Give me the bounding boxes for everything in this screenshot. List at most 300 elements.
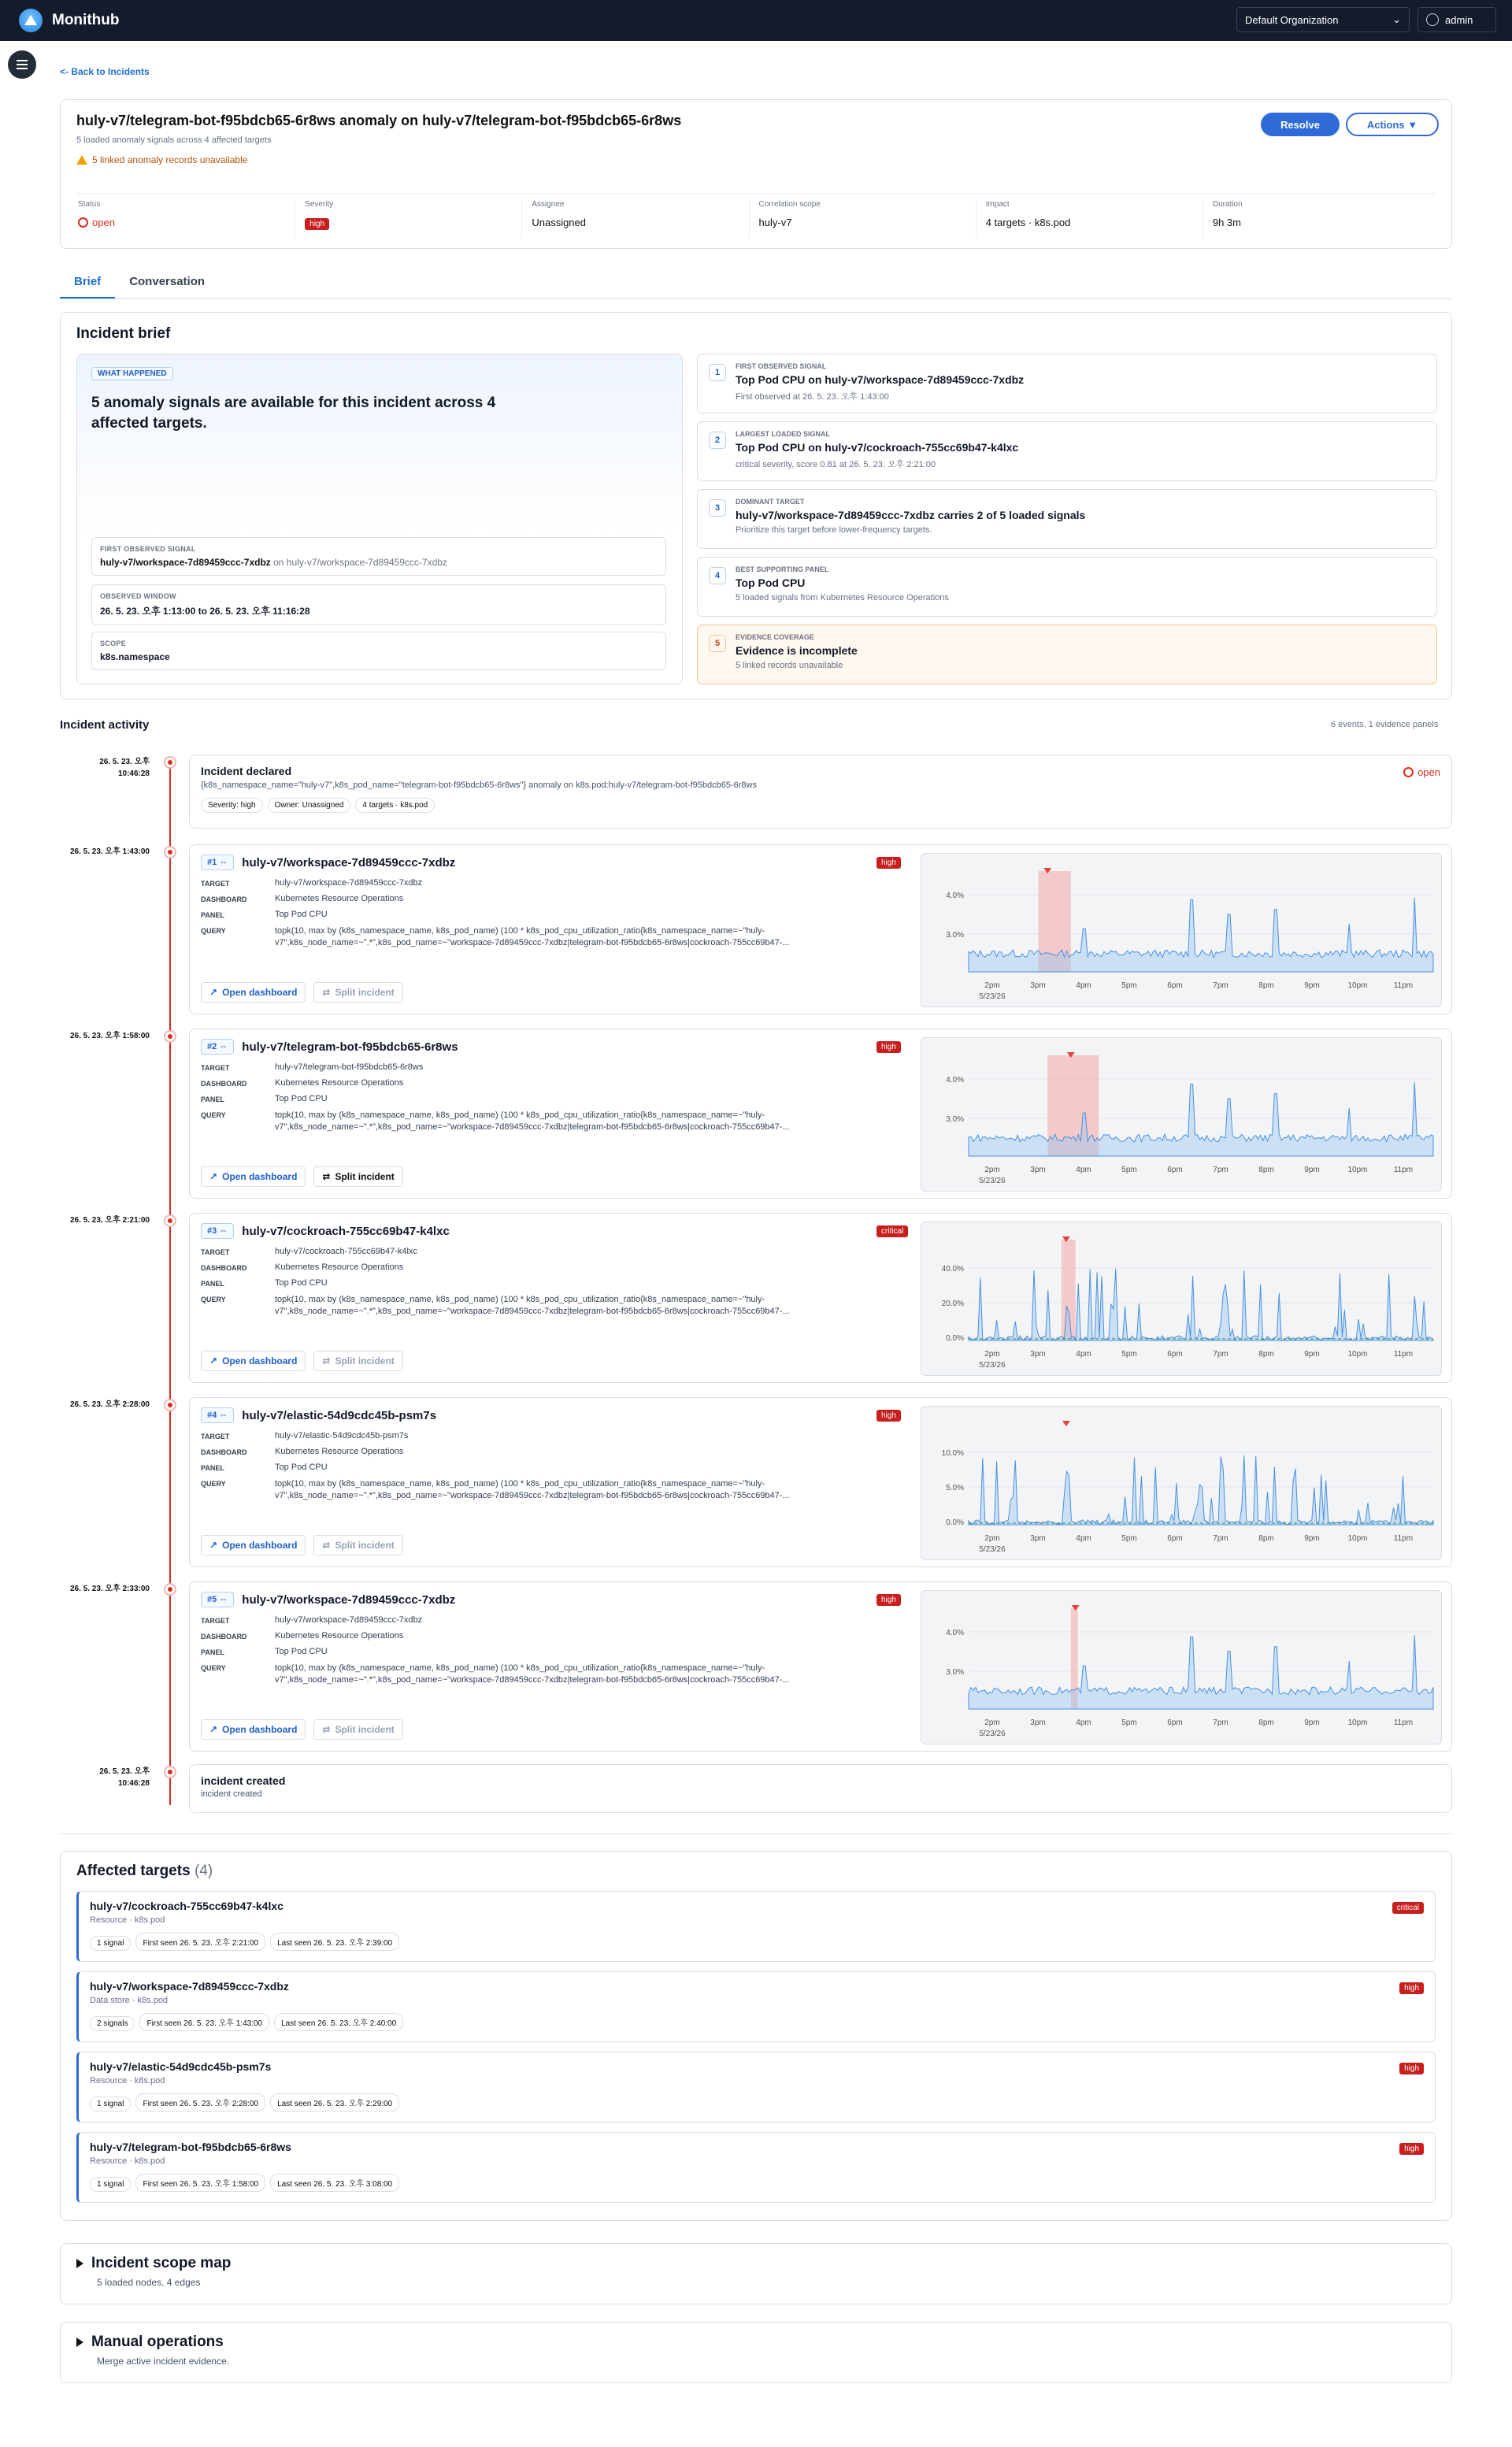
signal-chip[interactable]: #1 ⇔ [201, 855, 234, 870]
x-tick-label: 7pm [1213, 981, 1228, 990]
brief-step: 3 DOMINANT TARGET huly-v7/workspace-7d89459ccc-7xdbz carries 2 of 5 loaded signals Prioritize this target before lower-frequency targets. [697, 489, 1437, 549]
y-tick-label: 0.0% [946, 1334, 964, 1343]
open-dashboard-label: Open dashboard [222, 1171, 298, 1182]
open-dashboard-button[interactable] [201, 1166, 306, 1187]
affected-list [76, 1891, 1436, 2203]
timeline-line [169, 758, 171, 1805]
x-tick-label: 11pm [1393, 1166, 1414, 1174]
target-tag: First seen 26. 5. 23. 오후 2:28:00 [135, 2093, 265, 2111]
open-dashboard-label: Open dashboard [222, 987, 298, 998]
signal-event [189, 1029, 1452, 1199]
incident-declared-event [189, 754, 1452, 829]
expand-caret-icon [76, 2259, 83, 2268]
split-incident-button[interactable] [313, 1719, 402, 1740]
brief-step: 4 BEST SUPPORTING PANEL Top Pod CPU 5 loaded signals from Kubernetes Resource Operations [697, 557, 1437, 617]
timeline-dot [164, 756, 176, 769]
meta-severity: Severity high [303, 200, 522, 238]
external-link-icon: ↗ [209, 1171, 218, 1182]
x-tick-label: 9pm [1304, 981, 1320, 990]
event-timestamp: 26. 5. 23. 오후 1:58:00 [69, 1032, 150, 1040]
x-tick-label: 7pm [1213, 1350, 1228, 1359]
signal-actions [201, 1535, 403, 1555]
event-tag: 4 targets · k8s.pod [355, 798, 435, 813]
meta-assignee: Assignee Unassigned [530, 200, 749, 238]
activity-count: 6 events, 1 evidence panels [1331, 720, 1439, 729]
external-link-icon: ↗ [209, 1724, 218, 1735]
target-tags [90, 2086, 1424, 2111]
x-tick-label: 2pm [984, 981, 1000, 990]
detail-label: TARGET [201, 880, 230, 888]
event-timestamp: 26. 5. 23. 오후 2:21:00 [69, 1216, 150, 1225]
signal-actions [201, 1719, 403, 1740]
target-kind: Resource · k8s.pod [90, 2156, 165, 2166]
event-timestamp: 26. 5. 23. 오후 1:43:00 [69, 847, 150, 856]
x-date-label: 5/23/26 [979, 992, 1006, 1001]
signal-actions [201, 1351, 403, 1371]
x-tick-label: 6pm [1167, 1350, 1183, 1359]
detail-label: PANEL [201, 1096, 224, 1103]
chart-svg [921, 1591, 1443, 1745]
detail-label: PANEL [201, 1464, 224, 1472]
x-tick-label: 4pm [1076, 1534, 1091, 1543]
brief-step: 2 LARGEST LOADED SIGNAL Top Pod CPU on huly-v7/cockroach-755cc69b47-k4lxc critical severity, score 0.81 at 26. 5. 23. 오후 2:21:00 [697, 421, 1437, 481]
detail-label: PANEL [201, 1648, 224, 1656]
severity-badge: high [876, 1594, 901, 1606]
timeline-dot [164, 1583, 176, 1596]
activity-title: Incident activity [60, 718, 150, 732]
event-query: {k8s_namespace_name="huly-v7",k8s_pod_name="telegram-bot-f95bdcb65-6r8ws"} anomaly on k8s.pod:huly-v7/telegram-bot-f95bdcb65-6r8ws [201, 780, 757, 790]
user-menu[interactable] [1418, 7, 1496, 32]
meta-status: Status open [76, 200, 295, 238]
x-tick-label: 11pm [1393, 1718, 1414, 1727]
user-icon [1426, 13, 1439, 26]
x-tick-label: 8pm [1258, 1718, 1274, 1727]
target-kind: Resource · k8s.pod [90, 1915, 165, 1925]
org-name: Default Organization [1245, 13, 1339, 26]
external-link-icon: ↗ [209, 1355, 218, 1366]
target-tags [90, 2166, 1424, 2192]
brief-step: 5 EVIDENCE COVERAGE Evidence is incomplete 5 linked records unavailable [697, 625, 1437, 684]
event-timestamp: 26. 5. 23. 오후 10:46:28 [99, 758, 150, 778]
open-dashboard-label: Open dashboard [222, 1355, 298, 1366]
timeline-dot [164, 1214, 176, 1227]
target-tag: Last seen 26. 5. 23. 오후 2:39:00 [270, 1933, 399, 1951]
severity-badge-wrap [876, 1039, 901, 1053]
x-tick-label: 6pm [1167, 981, 1183, 990]
resolve-button[interactable]: Resolve [1261, 113, 1340, 136]
detail-label: QUERY [201, 1664, 226, 1672]
observed-window-box: OBSERVED WINDOW 26. 5. 23. 오후 1:13:00 to 26. 5. 23. 오후 11:16:28 [91, 584, 666, 625]
detail-value: Kubernetes Resource Operations [275, 1262, 404, 1272]
split-icon: ⇄ [322, 1355, 331, 1366]
signal-chip[interactable]: #2 ⇔ [201, 1039, 234, 1055]
target-item[interactable] [76, 1891, 1436, 1962]
detail-value: Top Pod CPU [275, 1094, 328, 1103]
incident-created-event [189, 1764, 1452, 1813]
actions-button[interactable]: Actions ▼ [1346, 113, 1439, 136]
target-tag: 1 signal [90, 1936, 131, 1951]
severity-badge: critical [876, 1225, 908, 1237]
y-tick-label: 3.0% [946, 931, 964, 940]
severity-badge: high [876, 1410, 901, 1422]
x-tick-label: 2pm [984, 1534, 1000, 1543]
detail-value: huly-v7/workspace-7d89459ccc-7xdbz [275, 1615, 423, 1625]
signal-chip[interactable]: #4 ⇔ [201, 1407, 234, 1423]
x-date-label: 5/23/26 [979, 1545, 1006, 1554]
brief-step: 1 FIRST OBSERVED SIGNAL Top Pod CPU on huly-v7/workspace-7d89459ccc-7xdbz First observed at 26. 5. 23. 오후 1:43:00 [697, 354, 1437, 413]
close-circle-icon [78, 217, 88, 228]
x-tick-label: 8pm [1258, 1350, 1274, 1359]
detail-value: huly-v7/workspace-7d89459ccc-7xdbz [275, 878, 423, 888]
detail-label: DASHBOARD [201, 1264, 247, 1272]
target-kind: Resource · k8s.pod [90, 2076, 165, 2086]
x-tick-label: 8pm [1258, 1534, 1274, 1543]
target-tag: 1 signal [90, 2097, 131, 2111]
severity-badge-wrap [1399, 2141, 1424, 2155]
query-value: topk(10, max by (k8s_namespace_name, k8s_pod_name) (100 * k8s_pod_cpu_utilization_ratio{k8s_namespace_name=~"huly-v7",k8s_node_name=~".*",k8s_pod_name=~"workspace-7d89459ccc-7xdbz|telegram-bot-f95bdcb65-6r8ws|cockroach-755cc69b47-... [275, 1295, 790, 1317]
x-tick-label: 6pm [1167, 1166, 1183, 1174]
what-happened-pill: WHAT HAPPENED [91, 367, 173, 380]
split-incident-button[interactable] [313, 1351, 402, 1371]
signal-event [189, 1213, 1452, 1383]
target-name: huly-v7/workspace-7d89459ccc-7xdbz [90, 1980, 289, 1993]
detail-value: Top Pod CPU [275, 1463, 328, 1472]
x-tick-label: 5pm [1121, 1166, 1137, 1174]
detail-label: TARGET [201, 1617, 230, 1625]
severity-badge-wrap [876, 855, 901, 869]
detail-value: huly-v7/cockroach-755cc69b47-k4lxc [275, 1247, 417, 1256]
query-value: topk(10, max by (k8s_namespace_name, k8s_pod_name) (100 * k8s_pod_cpu_utilization_ratio{k8s_namespace_name=~"huly-v7",k8s_node_name=~".*",k8s_pod_name=~"workspace-7d89459ccc-7xdbz|telegram-bot-f95bdcb65-6r8ws|cockroach-755cc69b47-... [275, 926, 790, 948]
signal-chart [921, 1037, 1442, 1192]
split-icon: ⇄ [322, 1540, 331, 1551]
series-area [969, 1082, 1433, 1156]
severity-badge-wrap [876, 1223, 908, 1237]
x-tick-label: 3pm [1030, 981, 1046, 990]
x-date-label: 5/23/26 [979, 1361, 1006, 1370]
timeline-dot [164, 846, 176, 858]
split-incident-label: Split incident [335, 1171, 395, 1182]
detail-value: Top Pod CPU [275, 1647, 328, 1656]
x-tick-label: 7pm [1213, 1166, 1228, 1174]
query-value: topk(10, max by (k8s_namespace_name, k8s_pod_name) (100 * k8s_pod_cpu_utilization_ratio{k8s_namespace_name=~"huly-v7",k8s_node_name=~".*",k8s_pod_name=~"workspace-7d89459ccc-7xdbz|telegram-bot-f95bdcb65-6r8ws|cockroach-755cc69b47-... [275, 1110, 790, 1133]
target-tag: First seen 26. 5. 23. 오후 2:21:00 [135, 1933, 265, 1951]
close-circle-icon [1403, 767, 1414, 777]
warning-icon [76, 155, 87, 165]
x-tick-label: 2pm [984, 1350, 1000, 1359]
signal-chart [921, 853, 1442, 1007]
signal-title: huly-v7/workspace-7d89459ccc-7xdbz [242, 855, 456, 869]
target-tag: Last seen 26. 5. 23. 오후 2:29:00 [270, 2093, 399, 2111]
x-tick-label: 8pm [1258, 981, 1274, 990]
y-tick-label: 4.0% [946, 1076, 964, 1084]
target-kind: Data store · k8s.pod [90, 1996, 169, 2005]
signal-title: huly-v7/cockroach-755cc69b47-k4lxc [242, 1224, 450, 1238]
x-tick-label: 4pm [1076, 1350, 1091, 1359]
x-tick-label: 10pm [1347, 1166, 1368, 1174]
x-tick-label: 11pm [1393, 981, 1414, 990]
x-tick-label: 7pm [1213, 1534, 1228, 1543]
severity-badge: high [1399, 2143, 1424, 2155]
x-tick-label: 3pm [1030, 1718, 1046, 1727]
section-divider [60, 1833, 1452, 1834]
event-timestamp: 26. 5. 23. 오후 2:28:00 [69, 1400, 150, 1409]
manual-ops-desc: Merge active incident evidence. [97, 2356, 230, 2367]
incident-brief [60, 312, 1452, 699]
target-name: huly-v7/telegram-bot-f95bdcb65-6r8ws [90, 2141, 291, 2153]
manual-ops-title: Manual operations [91, 2334, 224, 2350]
brief-title: Incident brief [76, 325, 171, 342]
signal-chart [921, 1406, 1442, 1560]
signal-chart [921, 1590, 1442, 1744]
open-dashboard-label: Open dashboard [222, 1724, 298, 1735]
x-tick-label: 10pm [1347, 1534, 1368, 1543]
signal-actions [201, 982, 403, 1003]
x-tick-label: 9pm [1304, 1350, 1320, 1359]
series-area [969, 1269, 1433, 1340]
detail-label: DASHBOARD [201, 1080, 247, 1088]
top-bar [0, 0, 1512, 41]
incident-header [60, 99, 1452, 249]
split-incident-button[interactable] [313, 982, 402, 1003]
external-link-icon: ↗ [209, 1540, 218, 1551]
query-value: topk(10, max by (k8s_namespace_name, k8s_pod_name) (100 * k8s_pod_cpu_utilization_ratio{k8s_namespace_name=~"huly-v7",k8s_node_name=~".*",k8s_pod_name=~"workspace-7d89459ccc-7xdbz|telegram-bot-f95bdcb65-6r8ws|cockroach-755cc69b47-... [275, 1479, 790, 1501]
scope-box: SCOPE k8s.namespace [91, 632, 666, 670]
scope-map-desc: 5 loaded nodes, 4 edges [97, 2277, 201, 2288]
incident-meta [76, 193, 1437, 238]
detail-label: PANEL [201, 1280, 224, 1288]
detail-label: TARGET [201, 1248, 230, 1256]
expand-caret-icon [76, 2338, 83, 2347]
target-tags [90, 1925, 1424, 1951]
incident-title: huly-v7/telegram-bot-f95bdcb65-6r8ws anomaly on huly-v7/telegram-bot-f95bdcb65-6r8ws [76, 113, 682, 128]
y-tick-label: 5.0% [946, 1484, 964, 1492]
chart-svg [921, 1407, 1443, 1561]
affected-targets [60, 1851, 1452, 2221]
detail-label: DASHBOARD [201, 895, 247, 903]
signal-chip[interactable]: #5 ⇔ [201, 1592, 234, 1607]
detail-label: QUERY [201, 1111, 226, 1119]
y-tick-label: 4.0% [946, 892, 964, 900]
meta-duration: Duration 9h 3m [1212, 200, 1243, 228]
x-tick-label: 5pm [1121, 981, 1137, 990]
meta-correlation-scope: Correlation scope huly-v7 [758, 200, 976, 238]
x-tick-label: 11pm [1393, 1350, 1414, 1359]
signal-title: huly-v7/elastic-54d9cdc45b-psm7s [242, 1408, 437, 1422]
chart-svg [921, 1222, 1443, 1377]
severity-badge: critical [1392, 1902, 1424, 1914]
y-tick-label: 40.0% [941, 1265, 964, 1274]
x-tick-label: 5pm [1121, 1534, 1137, 1543]
anomaly-marker [1062, 1421, 1070, 1426]
x-tick-label: 9pm [1304, 1166, 1320, 1174]
event-status: open [1403, 766, 1440, 778]
x-tick-label: 10pm [1347, 1718, 1368, 1727]
x-date-label: 5/23/26 [979, 1730, 1006, 1738]
hamburger-menu-button[interactable] [8, 50, 36, 79]
detail-label: QUERY [201, 1296, 226, 1303]
split-incident-label: Split incident [335, 1540, 395, 1551]
severity-badge-wrap [1399, 2060, 1424, 2074]
x-tick-label: 6pm [1167, 1534, 1183, 1543]
detail-label: DASHBOARD [201, 1633, 247, 1641]
timeline-dot [164, 1399, 176, 1411]
severity-badge: high [1399, 2063, 1424, 2074]
timeline-dot [164, 1030, 176, 1043]
event-timestamp: 26. 5. 23. 오후 2:33:00 [69, 1585, 150, 1593]
y-tick-label: 10.0% [941, 1449, 964, 1458]
what-happened-panel [76, 354, 683, 684]
event-tag: Severity: high [201, 798, 263, 813]
x-tick-label: 9pm [1304, 1534, 1320, 1543]
detail-value: Kubernetes Resource Operations [275, 894, 404, 903]
target-tag: First seen 26. 5. 23. 오후 1:58:00 [135, 2174, 265, 2192]
signal-actions [201, 1166, 403, 1187]
severity-badge-wrap [876, 1592, 901, 1606]
open-dashboard-button[interactable] [201, 1351, 306, 1371]
target-tag: 1 signal [90, 2177, 131, 2192]
incident-subtitle: 5 loaded anomaly signals across 4 affected targets [76, 135, 272, 145]
x-tick-label: 5pm [1121, 1350, 1137, 1359]
target-name: huly-v7/elastic-54d9cdc45b-psm7s [90, 2060, 272, 2073]
severity-badge: high [876, 857, 901, 869]
y-tick-label: 4.0% [946, 1629, 964, 1637]
x-tick-label: 4pm [1076, 981, 1091, 990]
target-tag: 2 signals [90, 2016, 135, 2031]
manual-operations-section[interactable] [60, 2322, 1452, 2383]
split-incident-label: Split incident [335, 1355, 395, 1366]
what-happened-text: 5 anomaly signals are available for this incident across 4 affected targets. [91, 395, 496, 432]
brand[interactable] [19, 9, 119, 32]
tab-bar [60, 268, 1452, 299]
x-tick-label: 6pm [1167, 1718, 1183, 1727]
target-tag: Last seen 26. 5. 23. 오후 3:08:00 [270, 2174, 399, 2192]
timeline-dot [164, 1766, 176, 1778]
x-tick-label: 3pm [1030, 1350, 1046, 1359]
open-dashboard-button[interactable] [201, 982, 306, 1003]
tab-brief[interactable]: Brief [60, 268, 115, 298]
x-tick-label: 4pm [1076, 1718, 1091, 1727]
target-tags [90, 2005, 1424, 2031]
meta-impact: Impact 4 targets · k8s.pod [984, 200, 1203, 238]
y-tick-label: 20.0% [941, 1300, 964, 1308]
detail-label: DASHBOARD [201, 1448, 247, 1456]
back-to-incidents-link[interactable]: <- Back to Incidents [60, 66, 150, 77]
x-tick-label: 5pm [1121, 1718, 1137, 1727]
chart-svg [921, 1038, 1443, 1192]
severity-badge: high [305, 218, 329, 230]
detail-value: Kubernetes Resource Operations [275, 1447, 404, 1456]
signal-chip[interactable]: #3 ⇔ [201, 1223, 234, 1239]
logo-icon [19, 9, 43, 32]
x-tick-label: 10pm [1347, 981, 1368, 990]
detail-label: QUERY [201, 1480, 226, 1488]
severity-badge-wrap [1399, 1980, 1424, 1994]
detail-value: Top Pod CPU [275, 910, 328, 919]
query-value: topk(10, max by (k8s_namespace_name, k8s_pod_name) (100 * k8s_pod_cpu_utilization_ratio{k8s_namespace_name=~"huly-v7",k8s_node_name=~".*",k8s_pod_name=~"workspace-7d89459ccc-7xdbz|telegram-bot-f95bdcb65-6r8ws|cockroach-755cc69b47-... [275, 1663, 790, 1685]
event-tag: Owner: Unassigned [268, 798, 351, 813]
event-timestamp: 26. 5. 23. 오후 10:46:28 [99, 1767, 150, 1788]
x-tick-label: 7pm [1213, 1718, 1228, 1727]
x-tick-label: 4pm [1076, 1166, 1091, 1174]
x-tick-label: 9pm [1304, 1718, 1320, 1727]
app-name: Monithub [52, 12, 120, 28]
detail-label: TARGET [201, 1064, 230, 1072]
x-tick-label: 3pm [1030, 1534, 1046, 1543]
x-tick-label: 2pm [984, 1718, 1000, 1727]
target-tag: First seen 26. 5. 23. 오후 1:43:00 [139, 2013, 269, 2031]
series-area [969, 1455, 1433, 1525]
x-tick-label: 11pm [1393, 1534, 1414, 1543]
target-tag: Last seen 26. 5. 23. 오후 2:40:00 [274, 2013, 403, 2031]
signal-event [189, 1397, 1452, 1567]
signal-title: huly-v7/telegram-bot-f95bdcb65-6r8ws [242, 1040, 458, 1054]
split-incident-label: Split incident [335, 1724, 395, 1735]
x-tick-label: 8pm [1258, 1166, 1274, 1174]
severity-badge: high [1399, 1982, 1424, 1994]
detail-value: Kubernetes Resource Operations [275, 1631, 404, 1641]
split-icon: ⇄ [322, 987, 331, 998]
event-title: incident created [201, 1774, 286, 1787]
x-tick-label: 2pm [984, 1166, 1000, 1174]
brief-steps [697, 354, 1437, 692]
user-name: admin [1445, 13, 1473, 26]
open-dashboard-button[interactable] [201, 1535, 306, 1555]
split-icon: ⇄ [322, 1724, 331, 1735]
split-incident-button[interactable] [313, 1166, 402, 1187]
first-signal-box: FIRST OBSERVED SIGNAL huly-v7/workspace-7d89459ccc-7xdbz on huly-v7/workspace-7d89459ccc-7xdbz [91, 537, 666, 576]
signal-event [189, 844, 1452, 1014]
detail-value: huly-v7/telegram-bot-f95bdcb65-6r8ws [275, 1062, 424, 1072]
open-dashboard-button[interactable] [201, 1719, 306, 1740]
split-incident-label: Split incident [335, 987, 395, 998]
y-tick-label: 3.0% [946, 1668, 964, 1677]
severity-badge-wrap [876, 1407, 901, 1422]
split-icon: ⇄ [322, 1171, 331, 1182]
chart-svg [921, 854, 1443, 1008]
scope-map-title: Incident scope map [91, 2255, 232, 2271]
event-title: Incident declared [201, 765, 292, 777]
target-item[interactable] [76, 1971, 1436, 2042]
detail-value: Kubernetes Resource Operations [275, 1078, 404, 1088]
incident-scope-map-section[interactable] [60, 2243, 1452, 2304]
detail-label: PANEL [201, 911, 224, 919]
incident-warning: 5 linked anomaly records unavailable [76, 154, 1436, 165]
detail-value: huly-v7/elastic-54d9cdc45b-psm7s [275, 1431, 409, 1440]
org-select[interactable] [1236, 7, 1410, 32]
signal-event [189, 1581, 1452, 1752]
tab-conversation[interactable]: Conversation [129, 275, 206, 288]
detail-value: Top Pod CPU [275, 1278, 328, 1288]
chevron-down-icon: ⌄ [1392, 13, 1401, 25]
external-link-icon: ↗ [209, 987, 218, 998]
y-tick-label: 0.0% [946, 1518, 964, 1527]
x-tick-label: 3pm [1030, 1166, 1046, 1174]
detail-label: QUERY [201, 927, 226, 935]
event-desc: incident created [201, 1789, 262, 1799]
detail-label: TARGET [201, 1433, 230, 1440]
signal-title: huly-v7/workspace-7d89459ccc-7xdbz [242, 1592, 456, 1607]
affected-title: Affected targets (4) [76, 1863, 213, 1879]
split-incident-button[interactable] [313, 1535, 402, 1555]
y-tick-label: 3.0% [946, 1115, 964, 1124]
severity-badge-wrap [1392, 1900, 1424, 1914]
target-item[interactable] [76, 2052, 1436, 2123]
severity-badge: high [876, 1041, 901, 1053]
signal-chart [921, 1222, 1442, 1376]
x-tick-label: 10pm [1347, 1350, 1368, 1359]
target-name: huly-v7/cockroach-755cc69b47-k4lxc [90, 1900, 284, 1912]
target-item[interactable] [76, 2132, 1436, 2203]
